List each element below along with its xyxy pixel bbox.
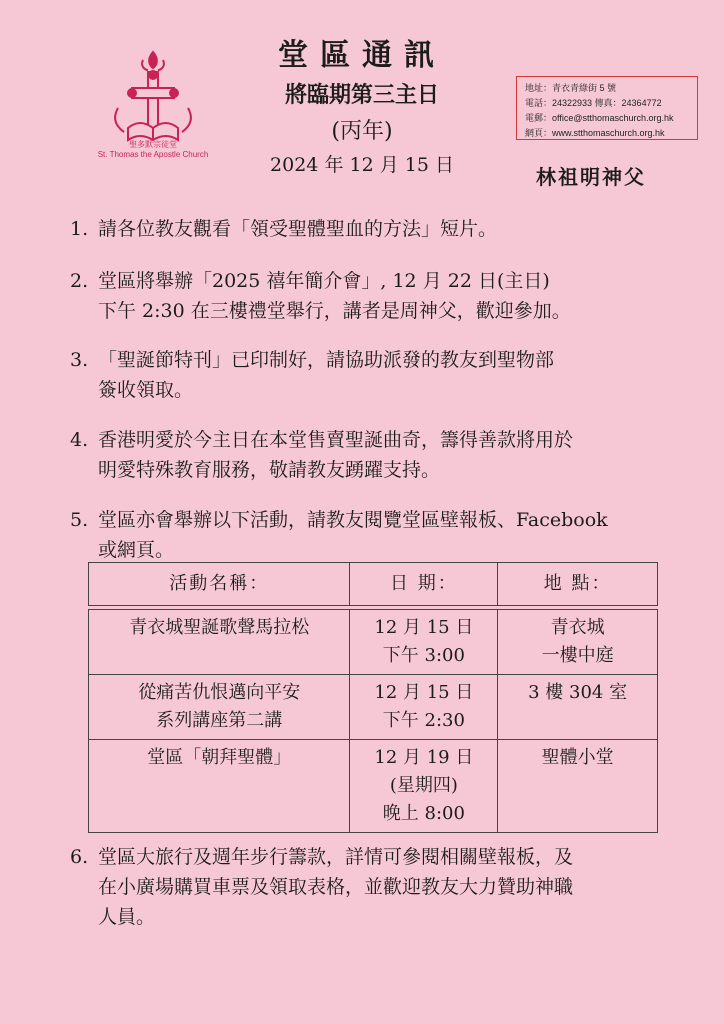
item-line: 下午 2:30 在三樓禮堂舉行，講者是周神父，歡迎參加。 bbox=[98, 300, 571, 322]
item-line: 堂區大旅行及週年步行籌款，詳情可參閱相關壁報板，及 bbox=[98, 846, 574, 868]
activity-name: 青衣城聖誕歌聲馬拉松 bbox=[129, 617, 310, 638]
activity-weekday: (星期四) bbox=[389, 775, 458, 796]
item-number: 3. bbox=[70, 349, 89, 371]
item-line: 或網頁。 bbox=[98, 539, 175, 561]
activity-date: 12 月 19 日 bbox=[374, 747, 474, 768]
item-number: 6. bbox=[70, 846, 89, 868]
liturgical-year: (丙年) bbox=[331, 119, 393, 144]
contact-web: 網頁：www.stthomaschurch.org.hk bbox=[525, 128, 665, 138]
activity-time: 晚上 8:00 bbox=[382, 803, 465, 824]
contact-phone: 電話：24322933 傳真：24364772 bbox=[525, 98, 662, 108]
table-row bbox=[89, 675, 658, 740]
item-number: 1. bbox=[70, 218, 89, 240]
item-line: 人員。 bbox=[98, 906, 156, 928]
table-row bbox=[89, 740, 658, 833]
item-line: 堂區亦會舉辦以下活動，請教友閱覽堂區壁報板、Facebook bbox=[98, 509, 608, 531]
issue-date: 2024 年 12 月 15 日 bbox=[270, 154, 454, 176]
header-activity: 活動名稱： bbox=[89, 563, 350, 606]
activity-date: 12 月 15 日 bbox=[374, 617, 474, 638]
notice-item-6 bbox=[70, 842, 670, 932]
item-number: 5. bbox=[70, 509, 89, 531]
notice-item-1 bbox=[70, 214, 670, 244]
activities-table bbox=[88, 562, 658, 833]
table-row bbox=[89, 610, 658, 675]
item-number: 4. bbox=[70, 429, 89, 451]
activity-time: 下午 2:30 bbox=[382, 710, 465, 731]
item-line: 明愛特殊教育服務，敬請教友踴躍支持。 bbox=[98, 459, 441, 481]
notice-item-3 bbox=[70, 345, 670, 405]
activity-place: 聖體小堂 bbox=[541, 747, 614, 768]
item-line: 請各位教友觀看「領受聖體聖血的方法」短片。 bbox=[98, 218, 498, 240]
priest-name: 林祖明神父 bbox=[536, 165, 646, 189]
contact-address: 地址：青衣青綠街 5 號 bbox=[525, 83, 617, 93]
activity-date: 12 月 15 日 bbox=[374, 682, 474, 703]
notice-item-4 bbox=[70, 425, 670, 485]
activity-name: 系列講座第二講 bbox=[156, 710, 283, 731]
item-line: 「聖誕節特刊」已印制好，請協助派發的教友到聖物部 bbox=[98, 349, 555, 371]
header-place: 地 點： bbox=[498, 563, 658, 606]
item-line: 在小廣場購買車票及領取表格，並歡迎教友大力贊助神職 bbox=[98, 876, 574, 898]
activity-name: 從痛苦仇恨邁向平安 bbox=[138, 682, 301, 703]
page-title: 堂區通訊 bbox=[278, 38, 446, 73]
activity-place: 一樓中庭 bbox=[541, 645, 614, 666]
liturgical-sunday: 將臨期第三主日 bbox=[284, 82, 439, 108]
activity-name: 堂區「朝拜聖體」 bbox=[147, 747, 292, 768]
item-number: 2. bbox=[70, 270, 89, 292]
activity-place: 青衣城 bbox=[550, 617, 605, 638]
activity-place: 3 樓 304 室 bbox=[528, 682, 628, 703]
notice-item-5 bbox=[70, 505, 670, 565]
activity-time: 下午 3:00 bbox=[382, 645, 465, 666]
item-line: 堂區將舉辦「2025 禧年簡介會」, 12 月 22 日(主日) bbox=[98, 270, 550, 292]
contact-email: 電郵：office@stthomaschurch.org.hk bbox=[525, 113, 674, 123]
item-line: 香港明愛於今主日在本堂售賣聖誕曲奇，籌得善款將用於 bbox=[98, 429, 574, 451]
logo-caption-en: St. Thomas the Apostle Church bbox=[97, 150, 209, 159]
notice-item-2 bbox=[70, 266, 670, 326]
logo-caption-cn: 聖多默宗徒堂 bbox=[129, 140, 177, 149]
table-header-row bbox=[89, 563, 658, 606]
header-date: 日 期： bbox=[350, 563, 498, 606]
item-line: 簽收領取。 bbox=[98, 379, 194, 401]
contact-box bbox=[516, 76, 698, 140]
